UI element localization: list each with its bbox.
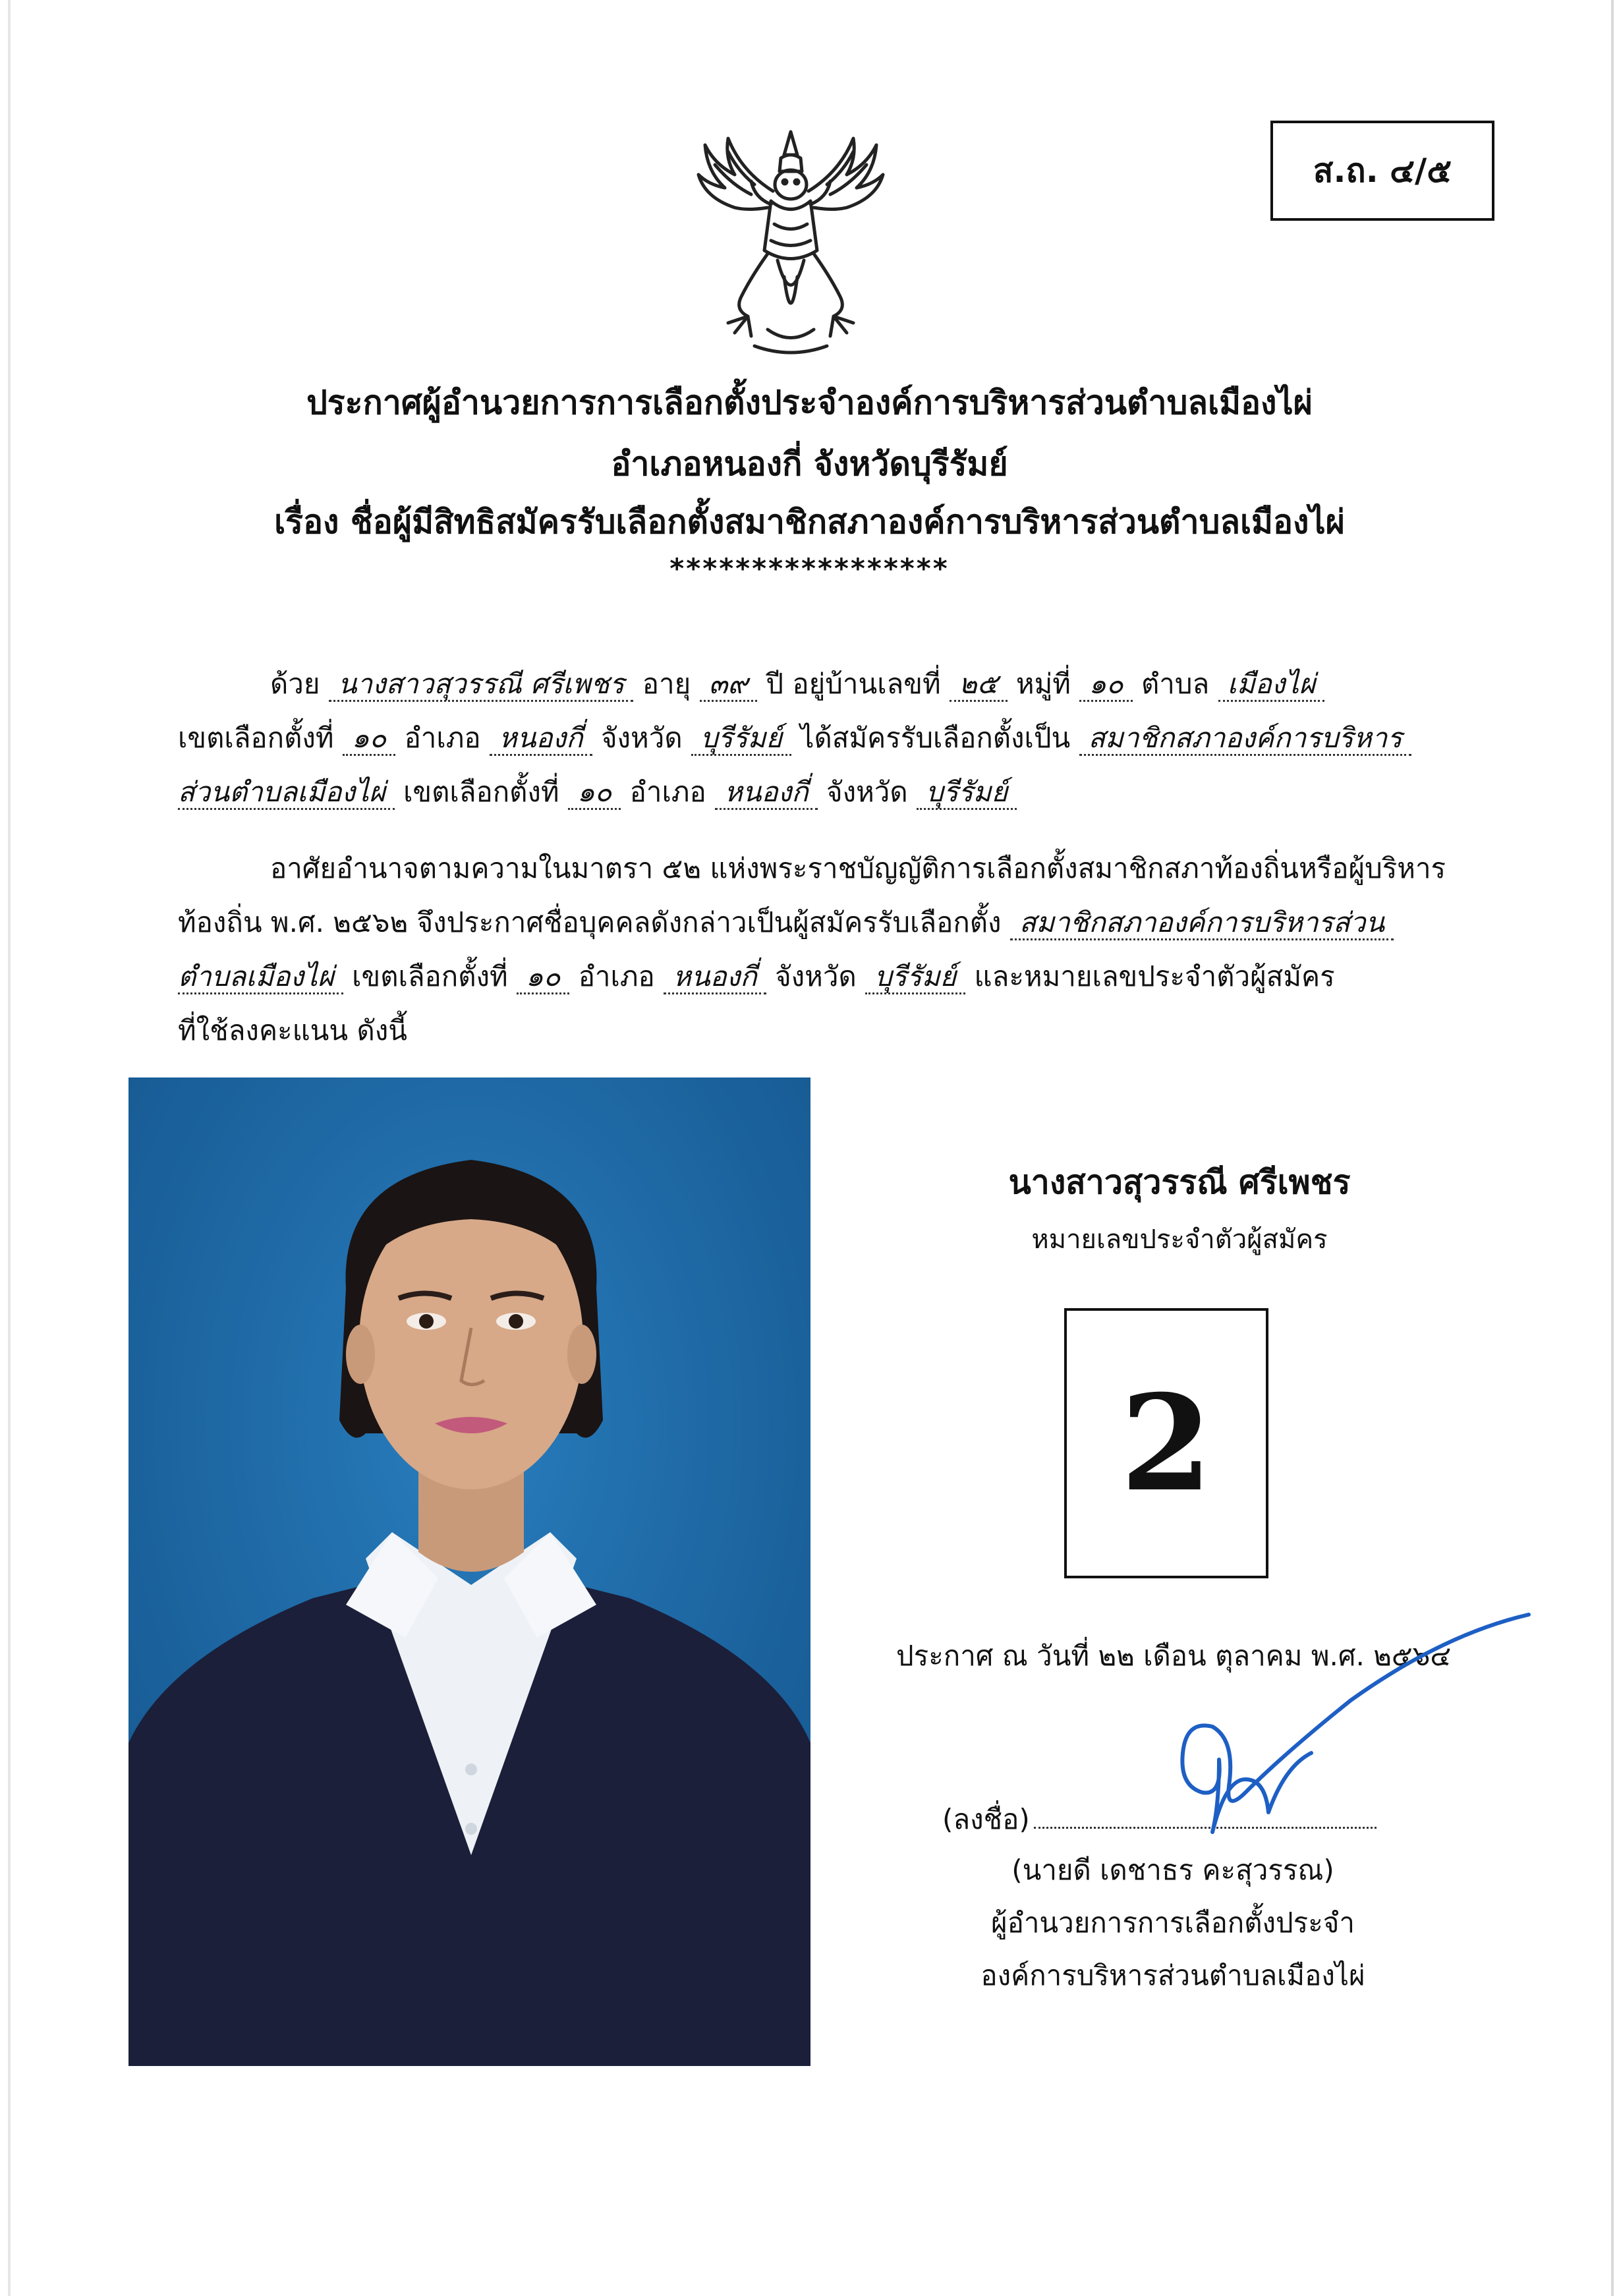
announcement-title-line2: อำเภอหนองกี่ จังหวัดบุรีรัมย์ (611, 445, 1008, 483)
sign-label: (ลงชื่อ) (942, 1803, 1030, 1835)
amphoe-field: หนองกี่ (664, 960, 766, 994)
text: อายุ (642, 668, 691, 700)
zone-field: ๑๐ (568, 776, 621, 810)
text: เขตเลือกตั้งที่ (352, 960, 508, 992)
candidate-name: นางสาวสุวรรณี ศรีเพชร (1008, 1163, 1351, 1201)
text: ด้วย (270, 668, 320, 700)
candidate-number-label: หมายเลขประจำตัวผู้สมัคร (1031, 1224, 1328, 1255)
position-field: สมาชิกสภาองค์การบริหารส่วน (1010, 906, 1394, 940)
text: อำเภอ (404, 722, 481, 754)
para1-line1 (270, 666, 1324, 703)
position-field: สมาชิกสภาองค์การบริหาร (1079, 722, 1411, 756)
garuda-emblem-icon (689, 119, 893, 362)
amphoe-field: หนองกี่ (715, 776, 818, 810)
house-number-field: ๒๕ (950, 668, 1007, 702)
amphoe-field: หนองกี่ (490, 722, 592, 756)
text: หมู่ที่ (1015, 668, 1071, 700)
position-field-cont: ส่วนตำบลเมืองไผ่ (178, 776, 395, 810)
candidate-photo (128, 1077, 810, 2066)
age-field: ๓๙ (700, 668, 757, 702)
announcement-subject: เรื่อง ชื่อผู้มีสิทธิสมัครรับเลือกตั้งสมาชิกสภาองค์การบริหารส่วนตำบลเมืองไผ่ (274, 503, 1345, 541)
signer-name: (นายดี เดชาธร คะสุวรรณ) (1011, 1854, 1334, 1886)
announcement-date: ประกาศ ณ วันที่ ๒๒ เดือน ตุลาคม พ.ศ. ๒๕๖๔ (896, 1640, 1452, 1672)
para2-line4: ที่ใช้ลงคะแนน ดังนี้ (178, 1014, 407, 1047)
text: อำเภอ (629, 776, 706, 808)
para1-line3 (178, 774, 1017, 811)
para2-line2 (178, 904, 1394, 941)
text: จังหวัด (775, 960, 857, 992)
candidate-number-box: 2 (1064, 1308, 1268, 1578)
page-edge-left (8, 0, 11, 2296)
zone-field: ๑๐ (517, 960, 569, 994)
zone-field: ๑๐ (343, 722, 395, 756)
text: ปี อยู่บ้านเลขที่ (766, 668, 941, 700)
signer-title-line1: ผู้อำนวยการการเลือกตั้งประจำ (991, 1907, 1355, 1939)
province-field: บุรีรัมย์ (917, 776, 1017, 810)
text: ได้สมัครรับเลือกตั้งเป็น (800, 722, 1071, 754)
form-code-box: ส.ถ. ๔/๕ (1270, 121, 1494, 221)
text: อำเภอ (578, 960, 655, 992)
page-edge-right (1611, 0, 1614, 2296)
text: จังหวัด (600, 722, 683, 754)
para1-line2 (178, 720, 1411, 757)
position-field-cont: ตำบลเมืองไผ่ (178, 960, 343, 994)
title-separator: ***************** (669, 552, 950, 585)
text: ตำบล (1141, 668, 1210, 700)
province-field: บุรีรัมย์ (865, 960, 965, 994)
signature-mark (1114, 1595, 1542, 1872)
para2-line1: อาศัยอำนาจตามความในมาตรา ๕๒ แห่งพระราชบัญญัติการเลือกตั้งสมาชิกสภาท้องถิ่นหรือผู้บริหาร (270, 852, 1446, 884)
announcement-title-line1: ประกาศผู้อำนวยการการเลือกตั้งประจำองค์การบริหารส่วนตำบลเมืองไผ่ (306, 384, 1313, 422)
tambon-field: เมืองไผ่ (1218, 668, 1325, 702)
text: ท้องถิ่น พ.ศ. ๒๕๖๒ จึงประกาศชื่อบุคคลดังกล่าวเป็นผู้สมัครรับเลือกตั้ง (178, 906, 1002, 938)
text: เขตเลือกตั้งที่ (403, 776, 559, 808)
candidate-name-field: นางสาวสุวรรณี ศรีเพชร (329, 668, 634, 702)
text: จังหวัด (826, 776, 908, 808)
text: และหมายเลขประจำตัวผู้สมัคร (974, 960, 1335, 992)
moo-field: ๑๐ (1079, 668, 1132, 702)
signer-title-line2: องค์การบริหารส่วนตำบลเมืองไผ่ (980, 1959, 1365, 1992)
text: เขตเลือกตั้งที่ (178, 722, 334, 754)
province-field: บุรีรัมย์ (691, 722, 791, 756)
para2-line3 (178, 958, 1335, 995)
